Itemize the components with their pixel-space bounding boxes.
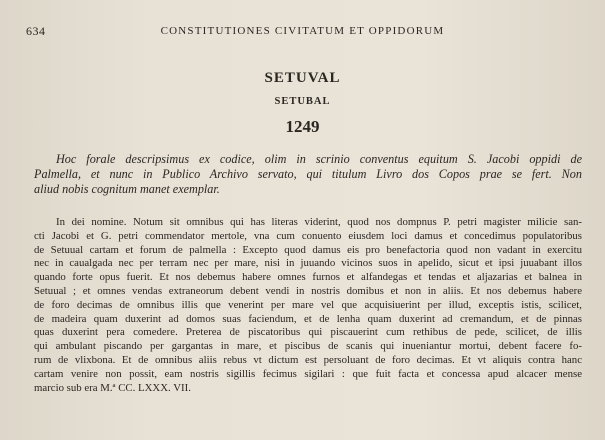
charter-text-line: rum de vlixbona. Et de omnibus aliis rebus vt dictum est persoluant de foro decimas. Et vt aliquis contra hanc [34, 353, 582, 366]
editorial-note-line: aliud nobis cognitum manet exemplar. [34, 182, 220, 196]
charter-text-line: de Setuual cartam et forum de palmella : Excepto quod damus eis pro benefactoria quod non vadant in exercitu [34, 243, 582, 256]
charter-text-line: In dei nomine. Notum sit omnibus qui has literas viderint, quod nos dompnus P. petri magister milicie san- [56, 216, 582, 228]
charter-text-line: quando forte opus fuerit. Et nos debemus habere omnes furnos et alfandegas et tendas et aljazarias et balnea in [34, 271, 582, 284]
charter-year: 1249 [285, 117, 320, 136]
charter-title: SETUVAL [264, 70, 341, 86]
charter-text-line: cti Jacobi et G. petri commendator mertole, vna cum conuento eiusdem loci damus et concedimus populatoribus [34, 229, 582, 242]
charter-text-line: marcio sub era M.ª CC. LXXX. VII. [34, 381, 191, 394]
charter-subtitle: SETUBAL [274, 96, 331, 107]
charter-text-line: Setuual ; et omnes vendas extraneorum debent vendi in nostris domibus et non in aliis. Et nos debemus habere [34, 284, 582, 297]
charter-text-line: qui ambulant piscando per gargantas in mare, et piscibus de scanis qui inueniantur mortui, debent facere fo- [34, 340, 582, 353]
charter-text-line: de foro decimas de omnibus illis que venerint per mare vel que acquisiuerint per illud, exceptis istis, scilicet, [34, 298, 582, 311]
charter-text-line: cartam venire non possit, eam nostris sigillis fecimus sigilari : que fuit facta et concessa apud alcacer mense [34, 367, 582, 380]
charter-text-line: quas duxerint pera comedere. Preterea de piscatoribus qui piscauerint cum rethibus de pede, scilicet, de illis [34, 326, 582, 339]
charter-text-line: de madeira quam duxerint ad domos suas faciendum, et de lenha quam duxerint ad cremandum, et de pinnas [34, 312, 582, 325]
page-header [0, 24, 605, 38]
editorial-note-line: Hoc forale descripsimus ex codice, olim in scrinio conventus equitum S. Jacobi oppidi de [56, 152, 582, 166]
editorial-note [34, 152, 582, 197]
page-number: 634 [26, 24, 46, 38]
editorial-note-line: Palmella, et nunc in Publico Archivo servato, qui titulum Livro dos Copos prae se fert. Non [34, 167, 582, 181]
charter-text-line: nec in caualgada nec per terram nec per mare, nisi in juuando vicinos suos in apelido, sicut et ipsi juuabant illos [34, 257, 582, 270]
running-head: CONSTITUTIONES CIVITATUM ET OPPIDORUM [160, 25, 445, 37]
charter-text [34, 216, 582, 395]
